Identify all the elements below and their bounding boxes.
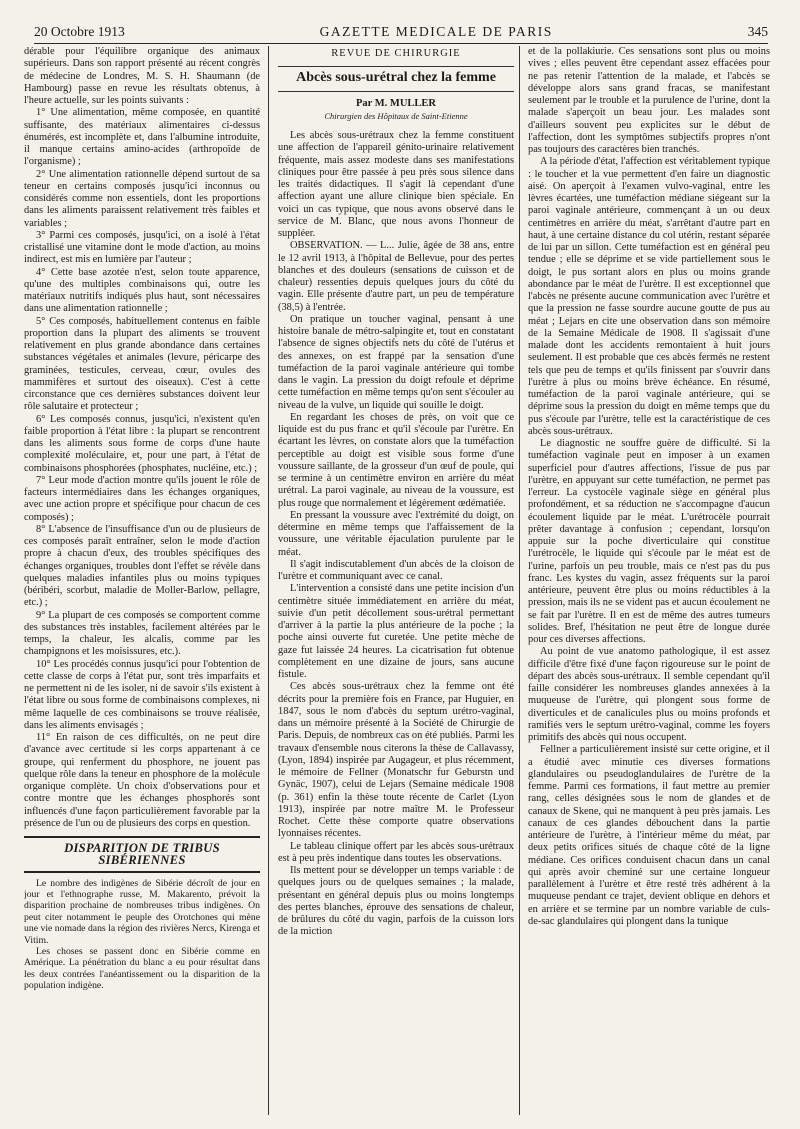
paragraph: Les abcès sous-urétraux chez la femme constituent une affection de l'appareil génito-urinaire relativement fréquente, mais assez modeste dans ses manifestations cliniques pour être passée à peu près sous silence dans les traités didactiques. Il s'agit là cependant d'une affection ayant une allure clinique bien spéciale. En voici un cas typique, que nous avons observé dans le service de M. Blanc, que nous avons l'honneur de suppléer. — [278, 130, 514, 239]
paragraph: Le tableau clinique offert par les abcès sous-urétraux est à peu près indentique dans toutes les observations. — [278, 840, 514, 864]
paragraph: Ils mettent pour se développer un temps variable : de quelques jours ou de quelques semaines ; la malade, présentant en général depuis plus ou moins longtemps des pertes blanches, éprouve des sensations de chaleur, de brûlures du côté du vagin, parfois de la cuisson lors de la miction — [278, 865, 514, 938]
paragraph: OBSERVATION. — L... Julie, âgée de 38 ans, entre le 12 avril 1913, à l'hôpital de Bellevue, pour des pertes blanches et des douleurs (sensations de cuisson et de chaleur) ressenties depuis quelques jours du côté du vagin. Elle présente d'autre part, un peu de température (38,5) à l'entrée. — [278, 240, 514, 313]
paragraph: On pratique un toucher vaginal, pensant à une histoire banale de métro-salpingite et, tout en constatant l'absence de signes objectifs nets du côté de l'utérus et des annexes, on est frappé par la sensation d'une tuméfaction de la paroi vaginale antérieure qui tombe dans le vagin. La pression du doigt refoule et déprime cette tuméfaction en même temps qu'on sent s'écouler au niveau de la vulve, un liquide qui souille le doigt. — [278, 313, 514, 411]
news-item-paragraph: Le nombre des indigènes de Sibérie décroît de jour en jour et l'ethnographe russe, M. Makarento, prévoit la disparition prochaine de nombreuses tribus indigènes. On peut citer notamment le peuple des Orotchones qui mène une vie nomade dans la région des rivières Nercs, Kirenga et Vitim. — [24, 877, 260, 946]
header-date: 20 Octobre 1913 — [34, 24, 125, 39]
paragraph: En regardant les choses de près, on voit que ce liquide est du pus franc et qu'il s'écoule par l'urètre. En écartant les lèvres, on constate alors que la tuméfaction perceptible au doigt est visible sous forme d'une voussure saillante, de la grosseur d'un œuf de poule, qui se termine à un centimètre environ en arrière du méat urétral. La paroi vaginale, au niveau de la voussure, est plus rouge que normalement et légèrement œdématiée. — [278, 411, 514, 509]
paragraph: L'intervention a consisté dans une petite incision d'un centimètre située immédiatement en arrière du méat, suivie d'un petit décollement sous-urétral permettant d'arriver à la partie la plus antérieure de la poche ; la poche ainsi ouverte fut curetée. Une petite mèche de gaze fut laissée 24 heures. La cicatrisation fut obtenue complètement en une dizaine de jours, sans aucune fistule. — [278, 583, 514, 680]
paragraph: Il s'agit indiscutablement d'un abcès de la cloison de l'urètre et communiquant avec ce canal. — [278, 558, 514, 582]
column-left — [24, 46, 260, 1123]
paragraph: 8° L'absence de l'insuffisance d'un ou de plusieurs de ces composés paraît entraîner, selon le mode d'action propre à chacun d'eux, des troubles spécifiques des échanges organiques, troubles dont l'effet se révèle dans quelques maladies infantiles plus ou moins typiques (béribéri, scorbut, maladie de Moller-Barlow, pellagre, etc.) ; — [24, 523, 260, 609]
paragraph: 9° La plupart de ces composés se comportent comme des substances très instables, facilement altérées par le temps, la chaleur, les alcalis, comme par les champignons et les moisissures, etc.). — [24, 609, 260, 658]
paragraph: Fellner a particulièrement insisté sur cette origine, et il a étudié avec minutie ces diverses formations glandulaires ou pseudoglandulaires de l'urètre de la femme. Parmi ces formations, il faut mettre au premier rang, celles désignées sous le nom de glandes et de canaux de Skene, qui ne manquent à peu près jamais. Les canaux de ces glandes débouchent dans la partie antérieure de l'urètre, à l'intérieur même du méat, par deux petits orifices situés de chaque côté de la ligne médiane. Ces orifices conduisent chacun dans un canal qui après avoir cheminé sur une certaine longueur parallèlement à l'urètre et être resté très adhérent à la muqueuse pendant ce trajet, devient oblique en dehors et en arrière et se termine par un nombre variable de culs-de-sac glandulaires qui plongent dans la tunique — [528, 744, 770, 927]
header-page-number: 345 — [747, 24, 768, 39]
paragraph: 3° Parmi ces composés, jusqu'ici, on a isolé à l'état cristallisé une vitamine dont le mode d'action, au moins indirect, est mis en lumière par l'auteur ; — [24, 229, 260, 266]
paragraph: 11° En raison de ces difficultés, on ne peut dire d'avance avec certitude si les corps appartenant à ce groupe, qui renferment du phosphore, ne jouent pas quelque rôle dans la teneur en phosphore de la molécule organique complète. Un choix d'observations pour et contre montre que les échanges phosphorés sont influencés d'une façon particulièrement favorable par la présence de l'un ou de plusieurs des corps en question. — [24, 732, 260, 829]
column-divider-1 — [268, 46, 269, 1115]
section-rubric: REVUE DE CHIRURGIE — [331, 48, 461, 59]
paragraph: Au point de vue anatomo pathologique, il est assez difficile d'être fixé d'une façon rigoureuse sur le point de départ des abcès sous-urétraux. Il semble cependant qu'il faille considérer les nombreuses glandes annexées à la muqueuse de l'urètre, qui plongent sous forme de diverticules et de canalicules plus ou moins profonds et ramifiés vers le septum urétro-vaginal, comme les foyers primitifs des abcès qui nous occupent. — [528, 646, 770, 743]
paragraph: et de la pollakiurie. Ces sensations sont plus ou moins vives ; elles peuvent être cependant assez effacées pour ne pas retenir l'attention de la malade, et l'abcès se développe alors sans grand fracas, se manifestant seulement par le trouble et la purulence de l'urine, dont la malade s'aperçoit un beau jour. Les malades sont d'ailleurs souvent peu explicites sur le début de l'affection, dont les symptômes subjectifs propres n'ont pas toujours des caractères bien tranchés. — [528, 46, 770, 155]
paragraph: En pressant la voussure avec l'extrémité du doigt, on détermine en même temps que l'affaissement de la voussure, une véritable éjaculation purulente par le méat. — [278, 509, 514, 558]
paragraph: Ces abcès sous-urétraux chez la femme ont été décrits pour la première fois en France, par Huguier, en 1847, sous le nom d'abcès du septum urétro-vaginal, dans un mémoire présenté à la Société de Chirurgie de Paris. Depuis, de nombreux cas on été publiés. Parmi les travaux d'ensemble nous citerons la thèse de Callavassy, (Lyon, 1894) inspirée par Augageur, et plus récemment, le mémoire de Fellner (Monatschr fur Geburstn und Gynäc, 1907), celui de Lejars (Semaine médicale 1908 (p. 361) enfin la thèse toute récente de Carlet (Lyon 1913), inspirée par notre maître M. le Professeur Rochet. Cette thèse comporte quatre observations lyonnaises récentes. — [278, 681, 514, 840]
paragraph: 7° Leur mode d'action montre qu'ils jouent le rôle de facteurs intermédiaires dans les échanges organiques, avec une action propre et spécifique pour chacun de ces composés) ; — [24, 474, 260, 523]
column-divider-2 — [519, 46, 520, 1115]
news-item-title: DISPARITION DE TRIBUS SIBÉRIENNES — [24, 836, 260, 873]
news-item-paragraph: Les choses se passent donc en Sibérie comme en Amérique. La pénétration du blanc a eu pour résultat dans les deux contrées l'anéantissement ou la disparition de la population indigène. — [24, 945, 260, 992]
column-right — [528, 46, 770, 1123]
column-middle — [278, 46, 514, 1123]
paragraph: A la période d'état, l'affection est véritablement typique : le toucher et la vue permettent d'en faire un diagnostic aisé. On aperçoit à l'examen vulvo-vaginal, entre les lèvres écartées, une tuméfaction médiane siégeant sur la paroi vaginale antérieure, commençant à un ou deux centimètres en arrière du méat, s'arrêtant d'autre part en haut, à une certaine distance du col utérin, restant séparée de lui par un sillon. Cette tuméfaction est en général peu tendue ; elle se déprime et se vide partiellement sous le doigt, le pus sortant alors en plus ou moins grande abondance par le méat de l'urètre. Il est exceptionnel que l'abcès ne présente aucune communication avec l'urètre et que la pression ne fasse sourdre aucune goutte de pus au méat ; Lejars en cite une observation dans son mémoire de la Semaine Médicale de 1908. Il s'agissait d'une malade dont les accidents remontaient à huit jours seulement. Il est probable que ces abcès fermés ne restent tels que peu de temps et qu'ils finissent par s'ouvrir dans l'urètre à plus ou moins brève échéance. En résumé, tuméfaction de la paroi vaginale antérieure, qui se déprime sous la pression du doigt en même temps que du pus s'écoule par l'urètre, telle est la caractéristique de ces abcès sous-urétraux. — [528, 156, 770, 437]
paragraph: 5° Ces composés, habituellement contenus en faible proportion dans la plupart des aliments se trouvent relativement en plus grande abondance dans certaines substances végétales et animales (levure, péricarpe des graminées, testicules, cerveau, cœur, ovules des mammifères et surtout des oiseaux). C'est à cette circonstance que ces dernières substances doivent leur rôle salutaire et protecteur ; — [24, 315, 260, 413]
article-author: Par M. MULLER — [355, 97, 436, 109]
paragraph: 2° Une alimentation rationnelle dépend surtout de sa teneur en certains composés jusqu'ici inconnus ou considérés comme non essentiels, dont les proportions dans les aliments paraissent relativement très faibles et variables ; — [24, 168, 260, 229]
paragraph: 1° Une alimentation, même composée, en quantité suffisante, des matériaux alimentaires ci-dessus énumérés, est incomplète et, dans l'albumine introduite, il manque certains amino-acides (arthropoïde de l'organisme) ; — [24, 107, 260, 168]
paragraph: 10° Les procédés connus jusqu'ici pour l'obtention de cette classe de corps à l'état pur, sont très imparfaits et ne permettent ni de les isoler, ni de savoir s'ils existent à l'état libre ou sous forme de combinaisons complexes, ni même laquelle de ces combinaisons se trouve réalisée, dans les aliments envisagés ; — [24, 658, 260, 731]
article-affiliation: Chirurgien des Hôpitaux de Saint-Etienne — [324, 110, 468, 121]
paragraph: 4° Cette base azotée n'est, selon toute apparence, qu'une des multiples combinaisons qui, outre les matériaux nutritifs indiqués plus haut, sont nécessaires dans une alimentation rationnelle ; — [24, 266, 260, 315]
header-journal-title: GAZETTE MEDICALE DE PARIS — [319, 24, 553, 39]
paragraph: dérable pour l'équilibre organique des animaux supérieurs. Dans son rapport présenté au récent congrès de médecine de Londres, M. S. H. Shaumann (de Hambourg) passe en revue les résultats obtenus, à l'heure actuelle, sur les points suivants : — [24, 46, 260, 106]
page-header — [34, 16, 768, 44]
article-title: Abcès sous-urétral chez la femme — [278, 66, 514, 91]
paragraph: 6° Les composés connus, jusqu'ici, n'existent qu'en faible proportion à l'état libre : la plupart se rencontrent dans les aliments sous forme de corps d'une haute complexité moléculaire, et, pour une part, à l'état de combinaisons phosphorées (phosphates, nucléine, etc.) ; — [24, 413, 260, 474]
paragraph: Le diagnostic ne souffre guère de difficulté. Si la tuméfaction vaginale peut en imposer à un examen superficiel pour d'autres affections, l'issue de pus par l'urètre, en appuyant sur cette tuméfaction, ne permet pas l'erreur. La cystocèle vaginale siège en général plus profondément, et sa réduction ne s'accompagne d'aucun écoulement liquide par le méat. L'urétrocèle pourrait prêter davantage à confusion ; cependant, lorsqu'on appuie sur la poche diverticulaire qui constitue l'urétrocèle, le liquide qui s'écoule par le méat est de l'urine, parfois un peu trouble, mais ce n'est pas du pus franc. Les kystes du vagin, assez fréquents sur la paroi antérieure, peuvent être plus ou moins réductibles à la pression, mais ils ne se vident pas et aucun écoulement ne se fait par l'urètre. Il en est de même des autres tumeurs solides. Bref, l'hésitation ne peut être de longue durée pour ces diverses affections. — [528, 438, 770, 645]
